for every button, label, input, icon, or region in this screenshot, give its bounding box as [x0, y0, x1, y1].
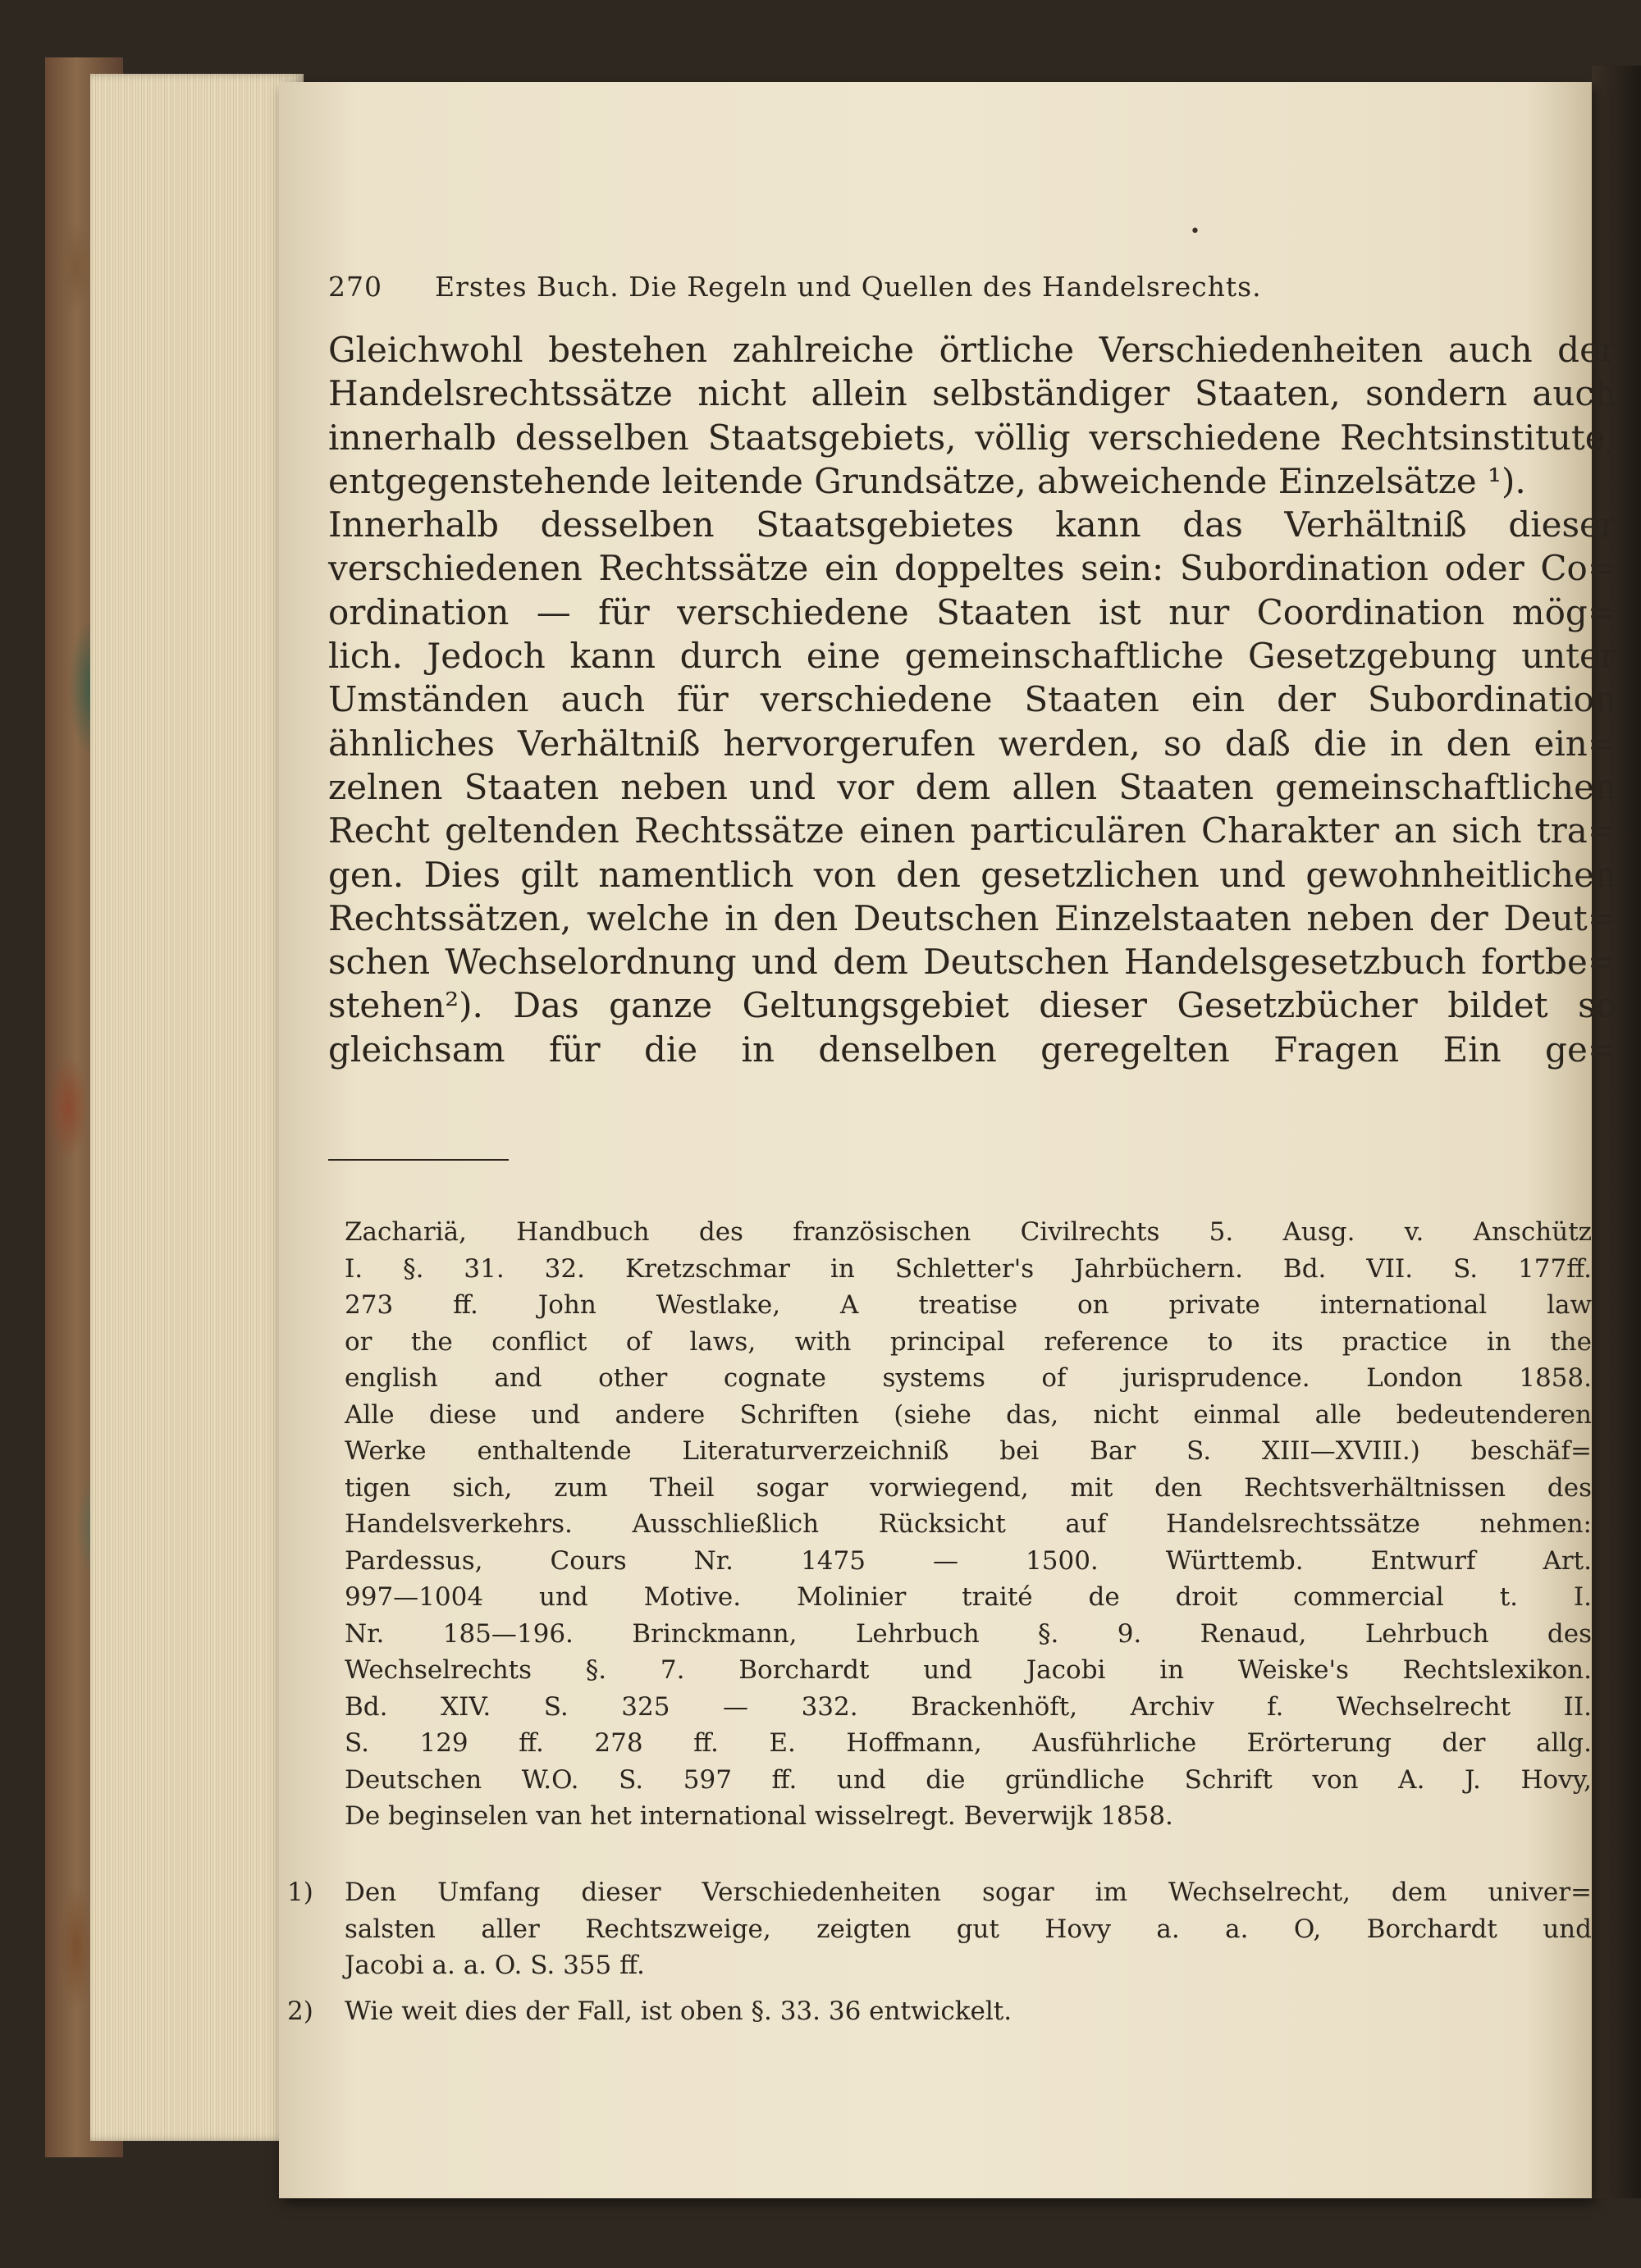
body-line: ähnliches Verhältniß hervorgerufen werden, so daß die in den ein= [328, 723, 1616, 764]
body-line: stehen²). Das ganze Geltungsgebiet dieser Gesetzbücher bildet so [328, 985, 1616, 1026]
body-line: innerhalb desselben Staatsgebiets, völlig verschiedene Rechtsinstitute, [328, 417, 1616, 458]
footnote-line: Deutschen W.O. S. 597 ff. und die gründliche Schrift von A. J. Hovy, [345, 1764, 1592, 1795]
footnote-line: Zachariä, Handbuch des französischen Civilrechts 5. Ausg. v. Anschütz [345, 1217, 1592, 1247]
footnote-main [345, 1214, 1592, 1835]
main-text [328, 328, 1616, 1071]
body-line: ordination — für verschiedene Staaten ist nur Coordination mög= [328, 591, 1616, 632]
body-line: verschiedenen Rechtssätze ein doppeltes sein: Subordination oder Co= [328, 548, 1616, 589]
body-line: lich. Jedoch kann durch eine gemeinschaftliche Gesetzgebung unter [328, 636, 1616, 677]
footnote-separator [328, 1159, 509, 1161]
book-page [279, 82, 1616, 2198]
footnote-2 [287, 1993, 1592, 2030]
body-line: gleichsam für die in denselben geregelten Fragen Ein ge= [328, 1029, 1616, 1070]
footnote-line: english and other cognate systems of jurisprudence. London 1858. [345, 1363, 1592, 1393]
footnote-line: Jacobi a. a. O. S. 355 ff. [345, 1951, 645, 1980]
ink-speck: • [1190, 221, 1200, 242]
footnote-line: or the conflict of laws, with principal reference to its practice in the [345, 1326, 1592, 1357]
page-edges [90, 74, 304, 2141]
body-line: Recht geltenden Rechtssätze einen particulären Charakter an sich tra= [328, 810, 1616, 851]
footnote-line: De beginselen van het international wisselregt. Beverwijk 1858. [345, 1801, 1173, 1831]
body-line: gen. Dies gilt namentlich von den gesetzlichen und gewohnheitlichen [328, 854, 1616, 895]
footnote-line: Wie weit dies der Fall, ist oben §. 33. 36 entwickelt. [345, 1996, 1012, 2026]
running-head-title: Erstes Buch. Die Regeln und Quellen des Handelsrechts. [435, 271, 1262, 303]
footnote-2-marker: 2) [287, 1996, 313, 2026]
footnote-1-marker: 1) [287, 1878, 313, 1907]
page-number: 270 [328, 271, 382, 303]
footnote-line: tigen sich, zum Theil sogar vorwiegend, mit den Rechtsverhältnissen des [345, 1472, 1592, 1503]
body-line: zelnen Staaten neben und vor dem allen Staaten gemeinschaftlichen [328, 766, 1616, 807]
body-line: Umständen auch für verschiedene Staaten ein der Subordination [328, 679, 1616, 720]
footnote-line: Pardessus, Cours Nr. 1475 — 1500. Württemb. Entwurf Art. [345, 1545, 1592, 1576]
footnote-1 [287, 1874, 1592, 1984]
footnote-line: 997—1004 und Motive. Molinier traité de droit commercial t. I. [345, 1582, 1592, 1612]
body-line: Gleichwohl bestehen zahlreiche örtliche Verschiedenheiten auch der [328, 330, 1616, 370]
body-line: schen Wechselordnung und dem Deutschen Handelsgesetzbuch fortbe= [328, 942, 1616, 983]
body-line: entgegenstehende leitende Grundsätze, abweichende Einzelsätze ¹). [328, 460, 1526, 501]
footnote-line: Handelsverkehrs. Ausschließlich Rücksicht auf Handelsrechtssätze nehmen: [345, 1509, 1592, 1539]
footnote-line: salsten aller Rechtszweige, zeigten gut Hovy a. a. O, Borchardt und [345, 1914, 1592, 1944]
footnote-line: S. 129 ff. 278 ff. E. Hoffmann, Ausführliche Erörterung der allg. [345, 1728, 1592, 1758]
footnote-line: I. §. 31. 32. Kretzschmar in Schletter's Jahrbüchern. Bd. VII. S. 177ff. [345, 1253, 1592, 1284]
footnote-line: Bd. XIV. S. 325 — 332. Brackenhöft, Archiv f. Wechselrecht II. [345, 1691, 1592, 1722]
footnote-line: Alle diese und andere Schriften (siehe das, nicht einmal alle bedeutenderen [345, 1399, 1592, 1430]
footnote-line: Nr. 185—196. Brinckmann, Lehrbuch §. 9. Renaud, Lehrbuch des [345, 1618, 1592, 1649]
footnote-line: Wechselrechts §. 7. Borchardt und Jacobi in Weiske's Rechtslexikon. [345, 1655, 1592, 1685]
footnote-line: Den Umfang dieser Verschiedenheiten sogar im Wechselrecht, dem univer= [345, 1878, 1592, 1907]
body-line: Rechtssätzen, welche in den Deutschen Einzelstaaten neben der Deut= [328, 897, 1616, 938]
footnote-line: 273 ff. John Westlake, A treatise on private international law [345, 1290, 1592, 1320]
footnote-line: Werke enthaltende Literaturverzeichniß bei Bar S. XIII—XVIII.) beschäf= [345, 1436, 1592, 1466]
body-line: Innerhalb desselben Staatsgebietes kann das Verhältniß dieser [328, 504, 1616, 545]
body-line: Handelsrechtssätze nicht allein selbständiger Staaten, sondern auch [328, 373, 1616, 414]
